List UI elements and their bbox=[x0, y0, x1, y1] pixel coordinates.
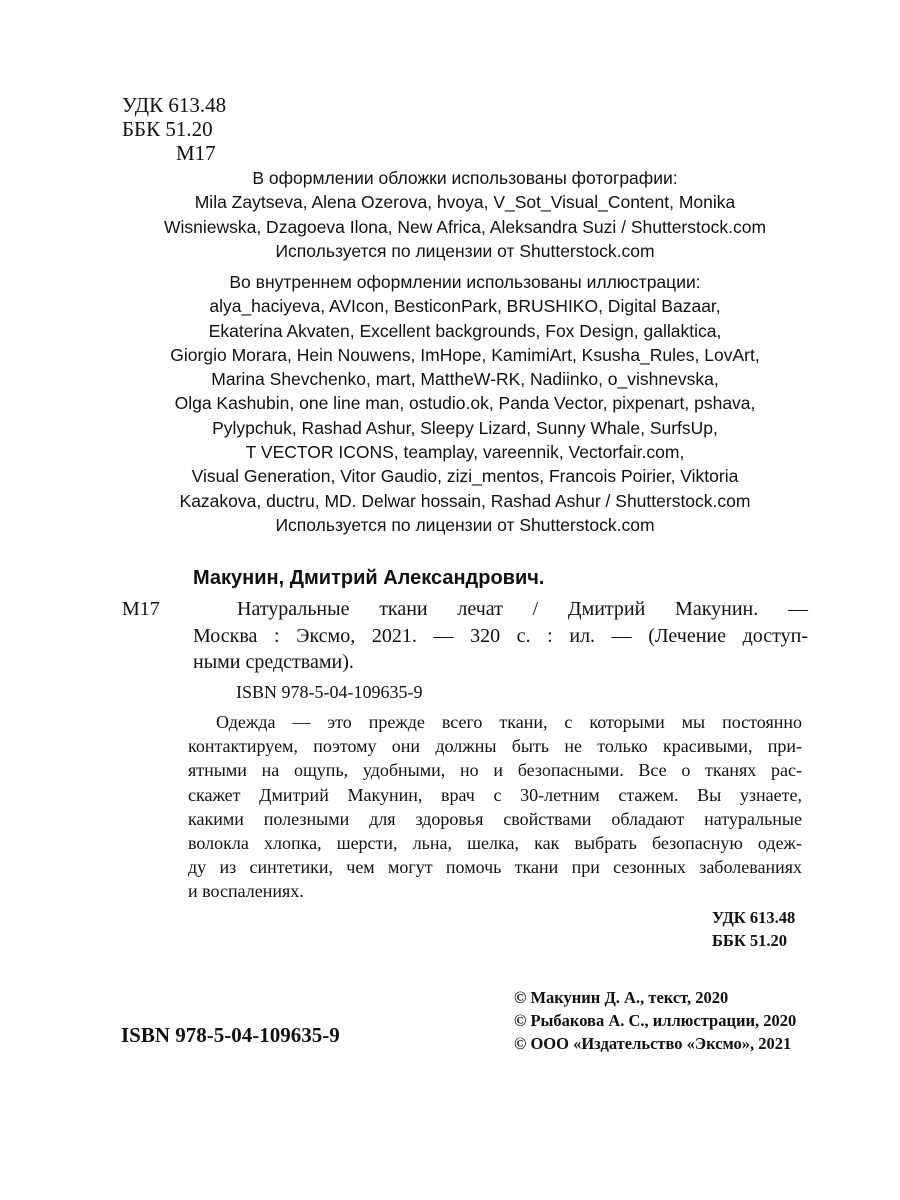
bottom-bbk: ББК 51.20 bbox=[712, 931, 788, 950]
credit-line: Giorgio Morara, Hein Nouwens, ImHope, KamimiArt, Ksusha_Rules, LovArt, bbox=[170, 344, 760, 365]
credit-line: Используется по лицензии от Shutterstock.com bbox=[275, 240, 655, 261]
bib-description bbox=[193, 596, 808, 676]
copyright-publisher: © ООО «Издательство «Эксмо», 2021 bbox=[514, 1034, 792, 1053]
credit-line: В оформлении обложки использованы фотографии: bbox=[252, 168, 678, 188]
credit-line: alya_haciyeva, AVIcon, BesticonPark, BRUSHIKO, Digital Bazaar, bbox=[209, 296, 721, 317]
copyright-author: © Макунин Д. А., текст, 2020 bbox=[514, 988, 729, 1007]
credit-line: Pylypchuk, Rashad Ashur, Sleepy Lizard, Sunny Whale, SurfsUp, bbox=[212, 417, 718, 438]
inner-credits bbox=[150, 270, 780, 537]
annotation-line: контактируем, поэтому они должны быть не только красивыми, при- bbox=[188, 736, 802, 757]
annotation-line: волокла хлопка, шерсти, льна, шелка, как выбрать безопасную одеж- bbox=[188, 833, 802, 854]
bib-publisher-line: Москва : Эксмо, 2021. — 320 с. : ил. — (Лечение доступ- bbox=[193, 624, 808, 647]
annotation-line: и воспалениях. bbox=[188, 881, 304, 902]
credit-line: Ekaterina Akvaten, Excellent backgrounds, Fox Design, gallaktica, bbox=[208, 320, 722, 341]
annotation-line: ду из синтетики, чем могут помочь ткани при сезонных заболеваниях bbox=[188, 857, 802, 878]
annotation-line: Одежда — это прежде всего ткани, с которыми мы постоянно bbox=[216, 712, 802, 732]
credit-line: Mila Zaytseva, Alena Ozerova, hvoya, V_Sot_Visual_Content, Monika bbox=[194, 192, 736, 213]
credit-line: Kazakova, ductru, MD. Delwar hossain, Rashad Ashur / Shutterstock.com bbox=[179, 490, 751, 511]
bib-mark: М17 bbox=[122, 598, 160, 620]
credit-line: Olga Kashubin, one line man, ostudio.ok, Panda Vector, pixpenart, pshava, bbox=[174, 393, 756, 414]
annotation-line: какими полезными для здоровья свойствами обладают натуральные bbox=[188, 808, 802, 829]
annotation-line: ятными на ощупь, удобными, но и безопасными. Все о тканях рас- bbox=[188, 760, 802, 781]
cover-credits bbox=[150, 166, 780, 263]
credit-line: Используется по лицензии от Shutterstock.com bbox=[275, 514, 655, 535]
copyright-illustrator: © Рыбакова А. С., иллюстрации, 2020 bbox=[514, 1011, 797, 1030]
bib-series-line: ными средствами). bbox=[193, 651, 354, 673]
author-mark: М17 bbox=[176, 141, 216, 165]
bottom-udk: УДК 613.48 bbox=[712, 908, 796, 927]
udk-code: УДК 613.48 bbox=[122, 93, 227, 117]
bib-title-line: Натуральные ткани лечат / Дмитрий Макунин. — bbox=[237, 598, 808, 620]
credit-line: T VECTOR ICONS, teamplay, vareennik, Vectorfair.com, bbox=[245, 442, 685, 463]
bbk-code: ББК 51.20 bbox=[122, 117, 213, 141]
annotation bbox=[188, 710, 802, 904]
credit-line: Во внутреннем оформлении использованы иллюстрации: bbox=[229, 272, 701, 292]
credit-line: Marina Shevchenko, mart, MattheW-RK, Nadiinko, o_vishnevska, bbox=[211, 369, 719, 390]
credit-line: Visual Generation, Vitor Gaudio, zizi_mentos, Francois Poirier, Viktoria bbox=[191, 466, 739, 487]
credit-line: Wisniewska, Dzagoeva Ilona, New Africa, Aleksandra Suzi / Shutterstock.com bbox=[163, 216, 767, 237]
annotation-line: скажет Дмитрий Макунин, врач с 30-летним стажем. Вы узнаете, bbox=[188, 784, 802, 805]
footer-isbn: ISBN 978-5-04-109635-9 bbox=[121, 1023, 340, 1047]
bib-isbn: ISBN 978-5-04-109635-9 bbox=[236, 682, 423, 702]
bib-author: Макунин, Дмитрий Александрович. bbox=[193, 567, 545, 589]
